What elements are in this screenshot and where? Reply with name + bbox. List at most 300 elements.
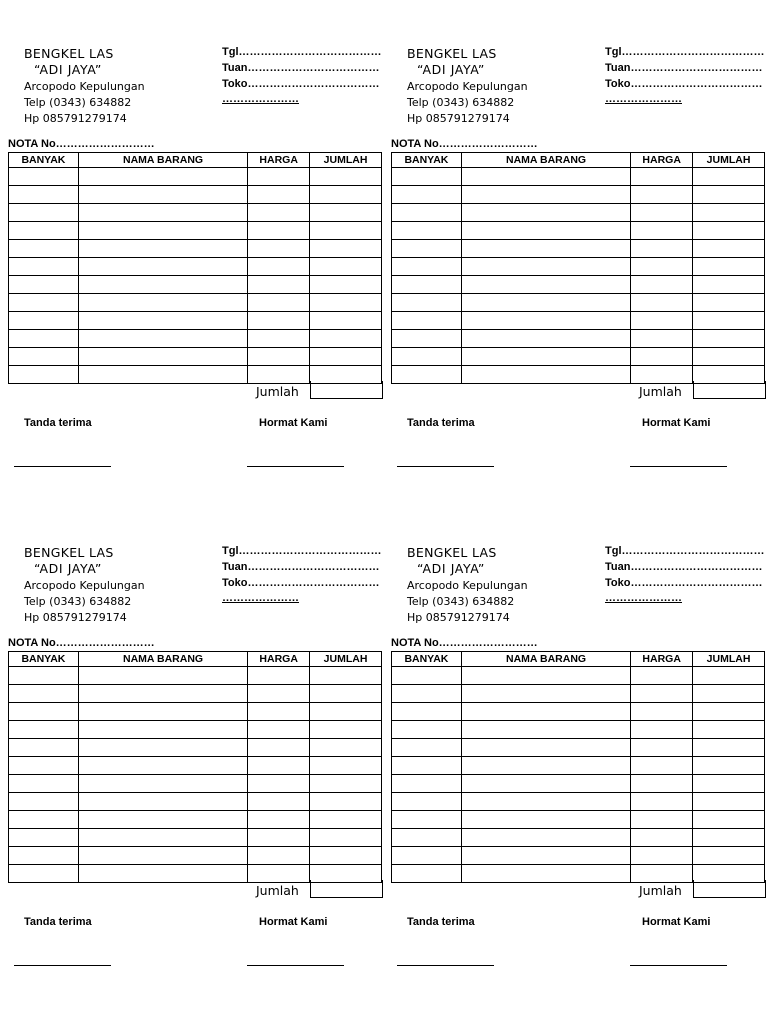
table-cell xyxy=(248,258,310,276)
table-cell xyxy=(631,222,693,240)
table-cell xyxy=(461,294,630,312)
table-header-row xyxy=(9,652,382,667)
table-cell xyxy=(631,703,693,721)
table-cell xyxy=(392,829,462,847)
sender-signature-line xyxy=(247,965,344,966)
receiver-signature-line xyxy=(397,965,494,966)
table-cell xyxy=(78,204,247,222)
table-cell xyxy=(693,811,765,829)
table-cell xyxy=(248,811,310,829)
table-cell xyxy=(78,330,247,348)
table-cell xyxy=(631,240,693,258)
table-cell xyxy=(248,276,310,294)
table-cell xyxy=(78,721,247,739)
shop-phone: Telp (0343) 634882 xyxy=(407,96,515,109)
shop-address: Arcopodo Kepulungan xyxy=(407,80,528,93)
table-cell xyxy=(248,703,310,721)
table-cell xyxy=(631,685,693,703)
table-row xyxy=(9,348,382,366)
table-cell xyxy=(9,276,79,294)
table-row xyxy=(9,775,382,793)
table-cell xyxy=(693,703,765,721)
table-row xyxy=(392,757,765,775)
table-cell xyxy=(631,348,693,366)
table-header-row xyxy=(392,652,765,667)
table-cell xyxy=(248,312,310,330)
table-cell xyxy=(9,793,79,811)
table-row xyxy=(392,775,765,793)
table-cell xyxy=(248,685,310,703)
receiver-signature-line xyxy=(397,466,494,467)
table-cell xyxy=(631,276,693,294)
shop-subname: “ADI JAYA” xyxy=(417,62,485,77)
table-row xyxy=(9,294,382,312)
table-cell xyxy=(9,721,79,739)
nota-number: NOTA No……………………… xyxy=(391,138,538,150)
table-cell xyxy=(9,222,79,240)
table-row xyxy=(9,739,382,757)
table-cell xyxy=(310,186,382,204)
table-cell xyxy=(392,330,462,348)
table-cell xyxy=(693,829,765,847)
sender-signature-line xyxy=(247,466,344,467)
table-row xyxy=(392,168,765,186)
table-cell xyxy=(78,168,247,186)
table-row xyxy=(392,793,765,811)
table-cell xyxy=(392,667,462,685)
table-cell xyxy=(78,312,247,330)
sender-signature-line xyxy=(630,965,727,966)
table-cell xyxy=(693,721,765,739)
table-cell xyxy=(631,312,693,330)
table-row xyxy=(9,312,382,330)
table-cell xyxy=(461,186,630,204)
header-banyak: BANYAK xyxy=(9,153,79,168)
table-cell xyxy=(310,240,382,258)
table-cell xyxy=(461,366,630,384)
table-cell xyxy=(248,739,310,757)
table-row xyxy=(9,222,382,240)
table-row xyxy=(9,811,382,829)
header-banyak: BANYAK xyxy=(392,153,462,168)
table-cell xyxy=(9,757,79,775)
table-cell xyxy=(631,204,693,222)
table-cell xyxy=(310,168,382,186)
date-field: Tgl………………………………… xyxy=(222,545,382,557)
table-cell xyxy=(461,667,630,685)
table-cell xyxy=(248,366,310,384)
table-cell xyxy=(78,775,247,793)
table-cell xyxy=(9,739,79,757)
extra-field: ………………… xyxy=(605,592,682,604)
table-cell xyxy=(310,348,382,366)
table-cell xyxy=(78,757,247,775)
table-cell xyxy=(392,366,462,384)
table-cell xyxy=(631,775,693,793)
sender-signature-line xyxy=(630,466,727,467)
shop-subname: “ADI JAYA” xyxy=(417,561,485,576)
nota-number: NOTA No……………………… xyxy=(8,138,155,150)
table-cell xyxy=(248,330,310,348)
table-cell xyxy=(693,775,765,793)
table-cell xyxy=(631,721,693,739)
table-row xyxy=(392,258,765,276)
header-jumlah: JUMLAH xyxy=(310,652,382,667)
extra-field: ………………… xyxy=(222,592,299,604)
table-cell xyxy=(9,294,79,312)
table-cell xyxy=(392,222,462,240)
table-cell xyxy=(631,330,693,348)
shop-subname: “ADI JAYA” xyxy=(34,62,102,77)
table-row xyxy=(9,204,382,222)
table-cell xyxy=(9,330,79,348)
table-cell xyxy=(9,847,79,865)
table-cell xyxy=(461,865,630,883)
table-row xyxy=(9,186,382,204)
customer-field: Tuan……………………………… xyxy=(605,62,763,74)
table-cell xyxy=(310,330,382,348)
table-cell xyxy=(631,294,693,312)
table-row xyxy=(9,847,382,865)
table-cell xyxy=(78,703,247,721)
table-cell xyxy=(693,757,765,775)
table-row xyxy=(9,829,382,847)
table-cell xyxy=(461,757,630,775)
table-cell xyxy=(693,204,765,222)
customer-field: Tuan……………………………… xyxy=(605,561,763,573)
table-cell xyxy=(392,312,462,330)
table-row xyxy=(9,168,382,186)
receiver-signature-line xyxy=(14,965,111,966)
table-cell xyxy=(310,222,382,240)
table-cell xyxy=(9,811,79,829)
sender-signature-label: Hormat Kami xyxy=(259,417,328,429)
table-cell xyxy=(310,276,382,294)
total-box xyxy=(310,880,383,898)
table-cell xyxy=(78,240,247,258)
header-nama-barang: NAMA BARANG xyxy=(78,652,247,667)
table-cell xyxy=(248,240,310,258)
table-cell xyxy=(392,685,462,703)
customer-field: Tuan……………………………… xyxy=(222,561,380,573)
table-cell xyxy=(248,348,310,366)
sender-signature-label: Hormat Kami xyxy=(259,916,328,928)
table-cell xyxy=(693,276,765,294)
table-cell xyxy=(310,703,382,721)
table-cell xyxy=(693,258,765,276)
table-cell xyxy=(310,312,382,330)
table-cell xyxy=(248,757,310,775)
table-cell xyxy=(461,222,630,240)
table-cell xyxy=(461,312,630,330)
total-box xyxy=(310,381,383,399)
table-cell xyxy=(461,685,630,703)
extra-field: ………………… xyxy=(605,93,682,105)
table-cell xyxy=(248,865,310,883)
shop-name: BENGKEL LAS xyxy=(407,46,497,61)
table-cell xyxy=(461,258,630,276)
table-row xyxy=(9,703,382,721)
shop-address: Arcopodo Kepulungan xyxy=(24,579,145,592)
table-cell xyxy=(461,793,630,811)
receiver-signature-label: Tanda terima xyxy=(407,916,475,928)
nota-number: NOTA No……………………… xyxy=(391,637,538,649)
shop-phone: Telp (0343) 634882 xyxy=(24,96,132,109)
table-cell xyxy=(461,276,630,294)
table-cell xyxy=(78,348,247,366)
header-nama-barang: NAMA BARANG xyxy=(461,652,630,667)
nota-form xyxy=(391,545,766,985)
table-cell xyxy=(631,168,693,186)
table-row xyxy=(392,204,765,222)
table-cell xyxy=(392,168,462,186)
table-cell xyxy=(461,703,630,721)
table-cell xyxy=(631,865,693,883)
table-cell xyxy=(392,276,462,294)
table-cell xyxy=(78,667,247,685)
table-cell xyxy=(392,775,462,793)
table-cell xyxy=(392,204,462,222)
receiver-signature-label: Tanda terima xyxy=(24,417,92,429)
table-cell xyxy=(392,721,462,739)
table-row xyxy=(392,240,765,258)
table-cell xyxy=(78,829,247,847)
shop-name: BENGKEL LAS xyxy=(24,545,114,560)
header-harga: HARGA xyxy=(631,153,693,168)
table-row xyxy=(392,294,765,312)
items-table xyxy=(391,152,765,384)
table-cell xyxy=(78,294,247,312)
table-cell xyxy=(461,330,630,348)
header-jumlah: JUMLAH xyxy=(693,652,765,667)
table-cell xyxy=(693,240,765,258)
table-cell xyxy=(78,276,247,294)
table-cell xyxy=(461,811,630,829)
table-cell xyxy=(392,847,462,865)
table-cell xyxy=(693,168,765,186)
date-field: Tgl………………………………… xyxy=(605,46,765,58)
table-cell xyxy=(310,811,382,829)
table-cell xyxy=(631,258,693,276)
header-jumlah: JUMLAH xyxy=(693,153,765,168)
store-field: Toko……………………………… xyxy=(222,577,380,589)
nota-number: NOTA No……………………… xyxy=(8,637,155,649)
table-cell xyxy=(78,847,247,865)
table-cell xyxy=(631,793,693,811)
table-cell xyxy=(693,312,765,330)
items-table xyxy=(391,651,765,883)
table-row xyxy=(392,811,765,829)
table-cell xyxy=(9,186,79,204)
table-cell xyxy=(248,204,310,222)
table-cell xyxy=(631,366,693,384)
header-banyak: BANYAK xyxy=(392,652,462,667)
extra-field: ………………… xyxy=(222,93,299,105)
total-label: Jumlah xyxy=(256,384,299,399)
table-cell xyxy=(310,793,382,811)
table-row xyxy=(392,330,765,348)
table-cell xyxy=(78,222,247,240)
table-cell xyxy=(9,865,79,883)
table-cell xyxy=(392,186,462,204)
table-cell xyxy=(693,186,765,204)
table-cell xyxy=(392,757,462,775)
table-cell xyxy=(248,721,310,739)
table-cell xyxy=(693,793,765,811)
nota-form xyxy=(8,545,383,985)
shop-subname: “ADI JAYA” xyxy=(34,561,102,576)
table-row xyxy=(9,793,382,811)
table-cell xyxy=(310,685,382,703)
table-cell xyxy=(461,240,630,258)
sender-signature-label: Hormat Kami xyxy=(642,417,711,429)
table-cell xyxy=(631,811,693,829)
table-cell xyxy=(9,240,79,258)
table-row xyxy=(9,330,382,348)
table-cell xyxy=(310,294,382,312)
table-cell xyxy=(310,204,382,222)
sender-signature-label: Hormat Kami xyxy=(642,916,711,928)
table-cell xyxy=(310,721,382,739)
table-header-row xyxy=(392,153,765,168)
table-row xyxy=(9,721,382,739)
store-field: Toko……………………………… xyxy=(605,577,763,589)
table-row xyxy=(9,240,382,258)
table-cell xyxy=(9,829,79,847)
table-row xyxy=(392,685,765,703)
table-cell xyxy=(248,847,310,865)
table-cell xyxy=(9,348,79,366)
shop-mobile: Hp 085791279174 xyxy=(24,611,127,624)
header-harga: HARGA xyxy=(248,652,310,667)
table-cell xyxy=(9,685,79,703)
table-cell xyxy=(631,829,693,847)
table-cell xyxy=(461,847,630,865)
date-field: Tgl………………………………… xyxy=(605,545,765,557)
table-cell xyxy=(310,667,382,685)
table-cell xyxy=(248,294,310,312)
header-nama-barang: NAMA BARANG xyxy=(461,153,630,168)
table-cell xyxy=(9,258,79,276)
table-row xyxy=(392,186,765,204)
table-cell xyxy=(693,348,765,366)
table-cell xyxy=(693,739,765,757)
table-cell xyxy=(693,222,765,240)
shop-phone: Telp (0343) 634882 xyxy=(407,595,515,608)
table-cell xyxy=(461,775,630,793)
table-cell xyxy=(248,829,310,847)
shop-name: BENGKEL LAS xyxy=(407,545,497,560)
table-row xyxy=(392,312,765,330)
total-label: Jumlah xyxy=(639,384,682,399)
shop-address: Arcopodo Kepulungan xyxy=(24,80,145,93)
table-cell xyxy=(461,739,630,757)
table-cell xyxy=(310,757,382,775)
shop-address: Arcopodo Kepulungan xyxy=(407,579,528,592)
table-cell xyxy=(392,811,462,829)
receiver-signature-line xyxy=(14,466,111,467)
header-banyak: BANYAK xyxy=(9,652,79,667)
table-cell xyxy=(78,186,247,204)
receiver-signature-label: Tanda terima xyxy=(407,417,475,429)
table-cell xyxy=(78,366,247,384)
table-row xyxy=(9,258,382,276)
table-cell xyxy=(9,168,79,186)
table-row xyxy=(9,276,382,294)
table-row xyxy=(392,739,765,757)
shop-mobile: Hp 085791279174 xyxy=(407,611,510,624)
shop-mobile: Hp 085791279174 xyxy=(407,112,510,125)
table-cell xyxy=(392,739,462,757)
date-field: Tgl………………………………… xyxy=(222,46,382,58)
table-cell xyxy=(631,667,693,685)
table-row xyxy=(9,757,382,775)
table-cell xyxy=(9,366,79,384)
table-cell xyxy=(693,294,765,312)
header-jumlah: JUMLAH xyxy=(310,153,382,168)
table-cell xyxy=(248,667,310,685)
table-cell xyxy=(461,348,630,366)
table-cell xyxy=(248,793,310,811)
table-cell xyxy=(78,739,247,757)
items-table xyxy=(8,152,382,384)
table-cell xyxy=(392,793,462,811)
customer-field: Tuan……………………………… xyxy=(222,62,380,74)
table-row xyxy=(392,703,765,721)
table-cell xyxy=(461,204,630,222)
table-cell xyxy=(631,847,693,865)
table-cell xyxy=(693,330,765,348)
total-box xyxy=(693,381,766,399)
table-row xyxy=(392,721,765,739)
table-cell xyxy=(248,186,310,204)
table-row xyxy=(392,222,765,240)
table-cell xyxy=(631,186,693,204)
table-row xyxy=(392,847,765,865)
table-row xyxy=(392,348,765,366)
table-cell xyxy=(392,294,462,312)
header-harga: HARGA xyxy=(248,153,310,168)
table-cell xyxy=(461,721,630,739)
table-cell xyxy=(392,865,462,883)
table-cell xyxy=(631,757,693,775)
table-cell xyxy=(310,258,382,276)
nota-form xyxy=(8,46,383,486)
receiver-signature-label: Tanda terima xyxy=(24,916,92,928)
table-cell xyxy=(392,240,462,258)
table-cell xyxy=(78,865,247,883)
shop-phone: Telp (0343) 634882 xyxy=(24,595,132,608)
table-cell xyxy=(78,258,247,276)
header-nama-barang: NAMA BARANG xyxy=(78,153,247,168)
store-field: Toko……………………………… xyxy=(222,78,380,90)
table-row xyxy=(392,667,765,685)
table-cell xyxy=(392,258,462,276)
shop-name: BENGKEL LAS xyxy=(24,46,114,61)
table-cell xyxy=(310,775,382,793)
table-cell xyxy=(9,204,79,222)
table-cell xyxy=(248,222,310,240)
table-cell xyxy=(631,739,693,757)
table-cell xyxy=(310,847,382,865)
table-cell xyxy=(78,793,247,811)
table-cell xyxy=(310,739,382,757)
table-cell xyxy=(248,168,310,186)
store-field: Toko……………………………… xyxy=(605,78,763,90)
table-header-row xyxy=(9,153,382,168)
nota-form xyxy=(391,46,766,486)
table-cell xyxy=(392,703,462,721)
